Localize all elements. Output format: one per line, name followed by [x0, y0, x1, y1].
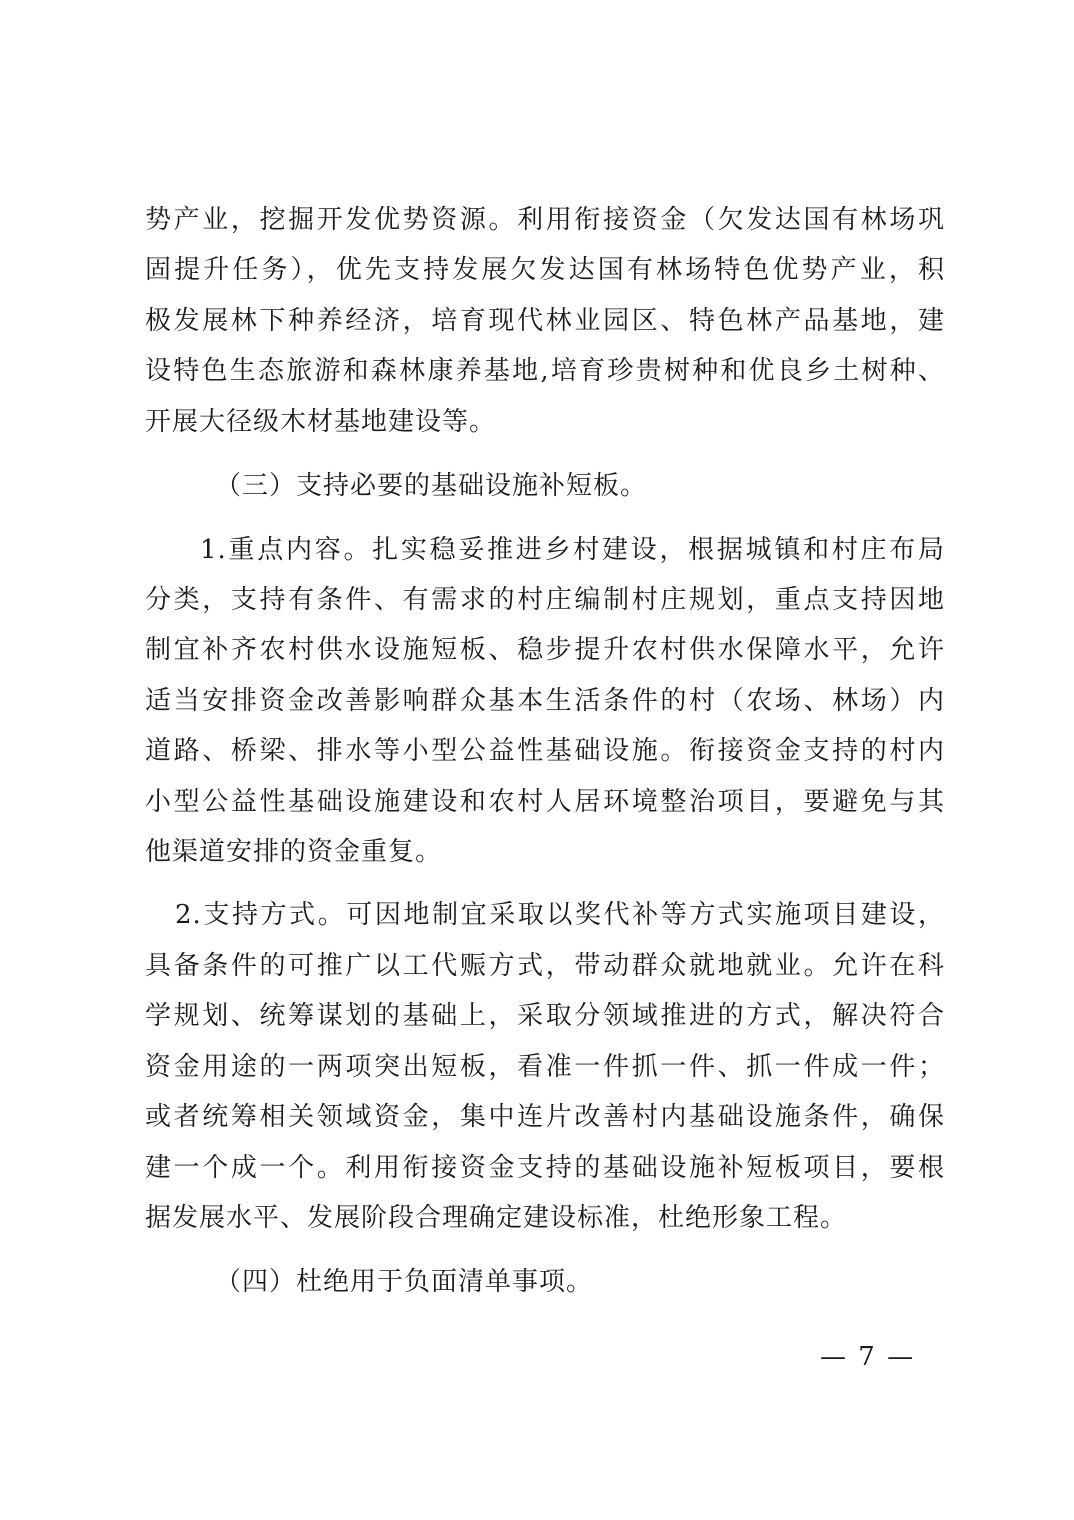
paragraph-line: 势产业，挖掘开发优势资源。利用衔接资金（欠发达国有林场巩 [145, 205, 945, 235]
paragraph-line: 建一个成一个。利用衔接资金支持的基础设施补短板项目，要根 [145, 1153, 945, 1183]
paragraph-line: 资金用途的一两项突出短板，看准一件抓一件、抓一件成一件； [145, 1052, 945, 1082]
paragraph-line: 道路、桥梁、排水等小型公益性基础设施。衔接资金支持的村内 [145, 736, 945, 766]
paragraph-line: 开展大径级木材基地建设等。 [145, 407, 497, 437]
paragraph-line: 学规划、统筹谋划的基础上，采取分领域推进的方式，解决符合 [145, 1001, 945, 1031]
paragraph-line: 设特色生态旅游和森林康养基地,培育珍贵树种和优良乡土树种、 [145, 356, 945, 386]
paragraph-line: 他渠道安排的资金重复。 [145, 837, 443, 867]
paragraph-line: 或者统筹相关领域资金，集中连片改善村内基础设施条件，确保 [145, 1102, 945, 1132]
paragraph-line: 制宜补齐农村供水设施短板、稳步提升农村供水保障水平，允许 [145, 635, 945, 665]
page-number: — 7 — [820, 1342, 916, 1372]
section-heading: （四）杜绝用于负面清单事项。 [215, 1267, 594, 1297]
paragraph-line: 据发展水平、发展阶段合理确定建设标准，杜绝形象工程。 [145, 1203, 848, 1233]
paragraph-line: 2.支持方式。可因地制宜采取以奖代补等方式实施项目建设， [175, 900, 945, 930]
paragraph-line: 小型公益性基础设施建设和农村人居环境整治项目，要避免与其 [145, 787, 945, 817]
section-heading: （三）支持必要的基础设施补短板。 [215, 471, 648, 501]
paragraph-line: 适当安排资金改善影响群众基本生活条件的村（农场、林场）内 [145, 686, 945, 716]
paragraph-line: 固提升任务），优先支持发展欠发达国有林场特色优势产业，积 [145, 255, 945, 285]
paragraph-line: 具备条件的可推广以工代赈方式，带动群众就地就业。允许在科 [145, 951, 945, 981]
paragraph-line: 1.重点内容。扎实稳妥推进乡村建设，根据城镇和村庄布局 [200, 535, 945, 565]
paragraph-line: 极发展林下种养经济，培育现代林业园区、特色林产品基地，建 [145, 306, 945, 336]
paragraph-line: 分类，支持有条件、有需求的村庄编制村庄规划，重点支持因地 [145, 585, 945, 615]
